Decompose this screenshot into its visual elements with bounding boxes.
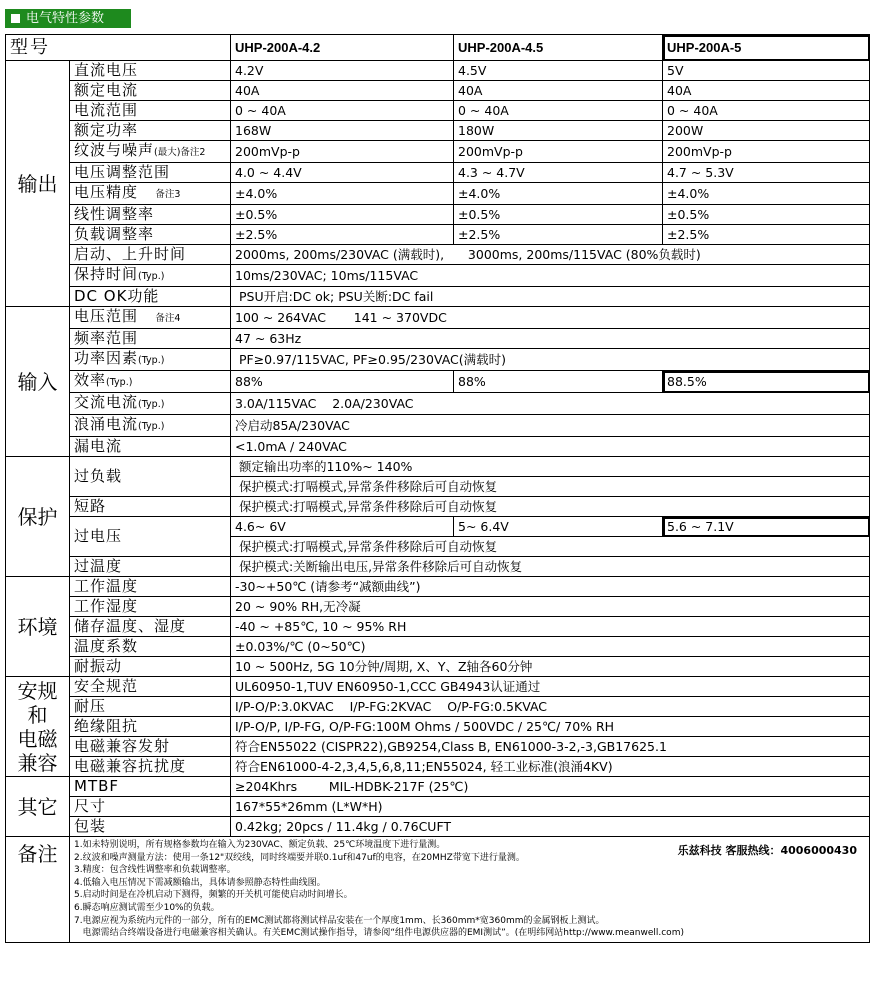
note-line: 2.纹波和噪声测量方法：使用一条12"双绞线，同时终端要并联0.1uf和47uf的电容，在20MHZ带宽下进行量测。 xyxy=(74,852,525,863)
row-label: 负载调整率 xyxy=(70,225,231,245)
row-label: 短路 xyxy=(70,497,231,517)
note-line: 1.如未特别说明，所有规格参数均在输入为230VAC、额定负载、25℃环境温度下进行量测。 xyxy=(74,840,446,850)
cell-value: 0 ~ 40A xyxy=(454,101,663,121)
service-hotline: 乐兹科技 客服热线：4006000430 xyxy=(677,844,857,857)
table-row xyxy=(6,497,870,517)
cell-value: 167*55*26mm (L*W*H) xyxy=(231,797,870,817)
square-bullet-icon xyxy=(11,14,20,23)
table-row xyxy=(6,757,870,777)
row-label-note: 备注4 xyxy=(155,313,181,324)
row-label: 纹波与噪声(最大)备注2 xyxy=(70,141,231,163)
cell-value: 冷启动85A/230VAC xyxy=(231,415,870,437)
cell-value: 4.2V xyxy=(231,61,454,81)
table-row xyxy=(6,597,870,617)
row-label: 耐振动 xyxy=(70,657,231,677)
row-label: 交流电流(Typ.) xyxy=(70,393,231,415)
cell-value: 0 ~ 40A xyxy=(663,101,870,121)
group-environment: 环境 xyxy=(6,577,70,677)
row-label: 频率范围 xyxy=(70,329,231,349)
cell-value: 88% xyxy=(454,371,663,393)
table-row xyxy=(6,265,870,287)
cell-value: UL60950-1,TUV EN60950-1,CCC GB4943认证通过 xyxy=(231,677,870,697)
row-label: 工作湿度 xyxy=(70,597,231,617)
table-row xyxy=(6,163,870,183)
table-row xyxy=(6,557,870,577)
cell-value: ±0.5% xyxy=(663,205,870,225)
cell-value: 4.0 ~ 4.4V xyxy=(231,163,454,183)
table-row xyxy=(6,245,870,265)
cell-value: 5V xyxy=(663,61,870,81)
row-label: 功率因素(Typ.) xyxy=(70,349,231,371)
cell-value: 保护模式:打嗝模式,异常条件移除后可自动恢复 xyxy=(231,497,870,517)
row-label: 电磁兼容发射 xyxy=(70,737,231,757)
row-label: 电压范围 备注4 xyxy=(70,307,231,329)
note-line: 3.精度：包含线性调整率和负载调整率。 xyxy=(74,865,236,876)
row-label: 启动、上升时间 xyxy=(70,245,231,265)
section-title: 电气特性参数 xyxy=(26,11,105,26)
cell-value: 保护模式:关断输出电压,异常条件移除后可自动恢复 xyxy=(231,557,870,577)
table-row xyxy=(6,393,870,415)
row-label: 电磁兼容抗扰度 xyxy=(70,757,231,777)
table-row xyxy=(6,457,870,477)
cell-value: 20 ~ 90% RH,无冷凝 xyxy=(231,597,870,617)
row-label: 电压精度 备注3 xyxy=(70,183,231,205)
cell-value: 40A xyxy=(454,81,663,101)
spec-table xyxy=(5,34,870,943)
row-label: 绝缘阻抗 xyxy=(70,717,231,737)
table-row xyxy=(6,817,870,837)
row-label: 包装 xyxy=(70,817,231,837)
group-notes: 备注 xyxy=(6,837,70,943)
row-label: 储存温度、湿度 xyxy=(70,617,231,637)
row-label: 电压调整范围 xyxy=(70,163,231,183)
row-label: 安全规范 xyxy=(70,677,231,697)
cell-value: 4.3 ~ 4.7V xyxy=(454,163,663,183)
cell-value: ±0.5% xyxy=(454,205,663,225)
cell-value: 3.0A/115VAC 2.0A/230VAC xyxy=(231,393,870,415)
row-label: MTBF xyxy=(70,777,231,797)
cell-value: <1.0mA / 240VAC xyxy=(231,437,870,457)
table-row xyxy=(6,577,870,597)
cell-value: 保护模式:打嗝模式,异常条件移除后可自动恢复 xyxy=(231,477,870,497)
row-label: 额定电流 xyxy=(70,81,231,101)
group-input: 输入 xyxy=(6,307,70,457)
cell-value: 200mVp-p xyxy=(663,141,870,163)
table-row xyxy=(6,307,870,329)
cell-value: PSU开启:DC ok; PSU关断:DC fail xyxy=(231,287,870,307)
cell-value: 0 ~ 40A xyxy=(231,101,454,121)
table-row xyxy=(6,101,870,121)
model-row-label: 型号 xyxy=(6,35,231,61)
cell-value: 保护模式:打嗝模式,异常条件移除后可自动恢复 xyxy=(231,537,870,557)
row-label-note: (Typ.) xyxy=(106,377,133,388)
row-label-note: (Typ.) xyxy=(138,355,165,366)
cell-value: ±2.5% xyxy=(663,225,870,245)
model-row xyxy=(6,35,870,61)
row-label: 电流范围 xyxy=(70,101,231,121)
cell-value: ±0.5% xyxy=(231,205,454,225)
cell-value: 100 ~ 264VAC 141 ~ 370VDC xyxy=(231,307,870,329)
cell-value: 200mVp-p xyxy=(231,141,454,163)
cell-value: 符合EN61000-4-2,3,4,5,6,8,11;EN55024, 轻工业标准(浪涌4KV) xyxy=(231,757,870,777)
row-label-note: 备注3 xyxy=(155,189,181,200)
cell-value: 180W xyxy=(454,121,663,141)
table-row xyxy=(6,415,870,437)
cell-value: ±0.03%/℃ (0~50℃) xyxy=(231,637,870,657)
table-row xyxy=(6,205,870,225)
group-safety-emc: 安规 和 电磁 兼容 xyxy=(6,677,70,777)
cell-value: 47 ~ 63Hz xyxy=(231,329,870,349)
row-label: 直流电压 xyxy=(70,61,231,81)
cell-value: 88.5% xyxy=(663,371,870,393)
row-label: 尺寸 xyxy=(70,797,231,817)
row-label-note: (最大)备注2 xyxy=(154,147,206,158)
row-label: 过电压 xyxy=(70,517,231,557)
group-protection: 保护 xyxy=(6,457,70,577)
table-row xyxy=(6,81,870,101)
cell-value: PF≥0.97/115VAC, PF≥0.95/230VAC(满载时) xyxy=(231,349,870,371)
row-label: 漏电流 xyxy=(70,437,231,457)
table-row xyxy=(6,287,870,307)
cell-value: ±2.5% xyxy=(231,225,454,245)
row-label-note: (Typ.) xyxy=(138,421,165,432)
row-label: 保持时间(Typ.) xyxy=(70,265,231,287)
note-line: 4.低输入电压情况下需减额输出，具体请参照静态特性曲线图。 xyxy=(74,877,326,888)
cell-value: 40A xyxy=(663,81,870,101)
table-row xyxy=(6,141,870,163)
cell-value: ≥204Khrs MIL-HDBK-217F (25℃) xyxy=(231,777,870,797)
cell-value: -30~+50℃ (请参考“减额曲线”) xyxy=(231,577,870,597)
cell-value: ±4.0% xyxy=(663,183,870,205)
cell-value: 10 ~ 500Hz, 5G 10分钟/周期, X、Y、Z轴各60分钟 xyxy=(231,657,870,677)
table-row xyxy=(6,329,870,349)
cell-value: 168W xyxy=(231,121,454,141)
row-label: DC OK功能 xyxy=(70,287,231,307)
row-label: 过负载 xyxy=(70,457,231,497)
row-label: 额定功率 xyxy=(70,121,231,141)
cell-value: 0.42kg; 20pcs / 11.4kg / 0.76CUFT xyxy=(231,817,870,837)
table-row xyxy=(6,737,870,757)
row-label: 浪涌电流(Typ.) xyxy=(70,415,231,437)
cell-value: 额定输出功率的110%~ 140% xyxy=(231,457,870,477)
cell-value: 5~ 6.4V xyxy=(454,517,663,537)
row-label: 线性调整率 xyxy=(70,205,231,225)
model-name: UHP-200A-4.2 xyxy=(231,35,454,61)
table-row xyxy=(6,677,870,697)
table-row xyxy=(6,637,870,657)
note-line: 5.启动时间是在冷机启动下测得，频繁的开关机可能使启动时间增长。 xyxy=(74,890,353,901)
model-name: UHP-200A-4.5 xyxy=(454,35,663,61)
cell-value: I/P-O/P:3.0KVAC I/P-FG:2KVAC O/P-FG:0.5KVAC xyxy=(231,697,870,717)
row-label-note: (Typ.) xyxy=(138,271,165,282)
notes-row xyxy=(6,837,870,943)
row-label: 工作温度 xyxy=(70,577,231,597)
cell-value: 40A xyxy=(231,81,454,101)
table-row xyxy=(6,697,870,717)
note-line: 电源需结合终端设备进行电磁兼容相关确认。有关EMC测试操作指导，请参阅“组件电源供应器的EMI测试”。(在明纬网站http://www.meanwell.com) xyxy=(74,928,684,939)
cell-value: 符合EN55022 (CISPR22),GB9254,Class B, EN61000-3-2,-3,GB17625.1 xyxy=(231,737,870,757)
table-row xyxy=(6,777,870,797)
row-label: 效率(Typ.) xyxy=(70,371,231,393)
row-label: 温度系数 xyxy=(70,637,231,657)
cell-value: I/P-O/P, I/P-FG, O/P-FG:100M Ohms / 500VDC / 25℃/ 70% RH xyxy=(231,717,870,737)
table-row xyxy=(6,617,870,637)
cell-value: ±4.0% xyxy=(231,183,454,205)
note-line: 6.瞬态响应测试需至少10%的负载。 xyxy=(74,902,220,913)
cell-value: 4.6~ 6V xyxy=(231,517,454,537)
row-label-note: (Typ.) xyxy=(138,399,165,410)
section-title-bar xyxy=(5,9,131,28)
model-name: UHP-200A-5 xyxy=(663,35,870,61)
cell-value: 2000ms, 200ms/230VAC (满载时), 3000ms, 200ms/115VAC (80%负载时) xyxy=(231,245,870,265)
cell-value: 200W xyxy=(663,121,870,141)
table-row xyxy=(6,657,870,677)
row-label: 耐压 xyxy=(70,697,231,717)
table-row xyxy=(6,61,870,81)
group-other: 其它 xyxy=(6,777,70,837)
table-row xyxy=(6,717,870,737)
table-row xyxy=(6,183,870,205)
cell-value: 5.6 ~ 7.1V xyxy=(663,517,870,537)
cell-value: ±4.0% xyxy=(454,183,663,205)
note-line: 7.电源应视为系统内元件的一部分，所有的EMC测试都将测试样品安装在一个厚度1mm、长360mm*宽360mm的金属钢板上测试。 xyxy=(74,915,605,926)
cell-value: 4.5V xyxy=(454,61,663,81)
cell-value: 88% xyxy=(231,371,454,393)
table-row xyxy=(6,371,870,393)
row-label: 过温度 xyxy=(70,557,231,577)
table-row xyxy=(6,517,870,537)
cell-value: -40 ~ +85℃, 10 ~ 95% RH xyxy=(231,617,870,637)
table-row xyxy=(6,349,870,371)
cell-value: ±2.5% xyxy=(454,225,663,245)
group-output: 输出 xyxy=(6,61,70,307)
table-row xyxy=(6,437,870,457)
table-row xyxy=(6,225,870,245)
table-row xyxy=(6,797,870,817)
table-row xyxy=(6,121,870,141)
cell-value: 200mVp-p xyxy=(454,141,663,163)
cell-value: 4.7 ~ 5.3V xyxy=(663,163,870,183)
cell-value: 10ms/230VAC; 10ms/115VAC xyxy=(231,265,870,287)
notes-cell xyxy=(70,837,870,943)
